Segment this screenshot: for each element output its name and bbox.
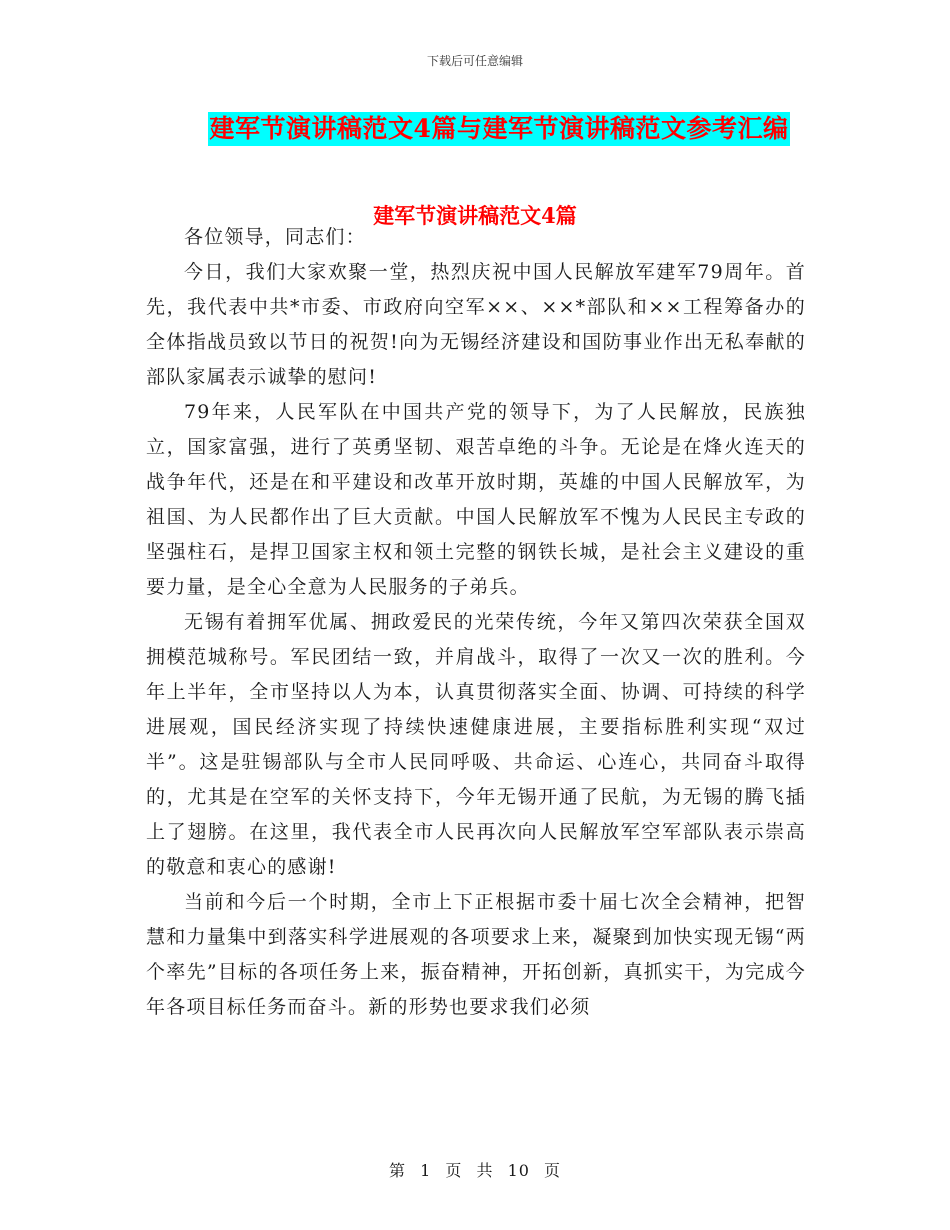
paragraph-3: 无锡有着拥军优属、拥政爱民的光荣传统，今年又第四次荣获全国双拥模范城称号。军民团结一致，并肩战斗，取得了一次又一次的胜利。今年上半年，全市坚持以人为本，认真贯彻落实全面、协调、可持续的科学进展观，国民经济实现了持续快速健康进展，主要指标胜利实现“双过半”。这是驻锡部队与全市人民同呼吸、共命运、心连心，共同奋斗取得的，尤其是在空军的关怀支持下，今年无锡开通了民航，为无锡的腾飞插上了翅膀。在这里，我代表全市人民再次向人民解放军空军部队表示崇高的敬意和衷心的感谢!	[146, 611, 806, 878]
body-text	[146, 220, 806, 1025]
sub-title: 建军节演讲稿范文4篇	[373, 203, 577, 228]
footer-page-number: 1	[420, 1161, 432, 1180]
footer-total-pages: 10	[507, 1161, 530, 1180]
paragraph-1: 今日，我们大家欢聚一堂，热烈庆祝中国人民解放军建军79周年。首先，我代表中共*市委、市政府向空军××、××*部队和××工程筹备办的全体指战员致以节日的祝贺!向为无锡经济建设和国防事业作出无私奉献的部队家属表示诚挚的慰问!	[146, 261, 806, 388]
footer-page-mid: 页	[445, 1161, 463, 1180]
footer-total-suffix: 页	[544, 1161, 562, 1180]
footer-page-prefix: 第	[388, 1161, 406, 1180]
greeting: 各位领导，同志们：	[184, 226, 366, 248]
main-title-wrap	[0, 112, 950, 146]
paragraph-2: 79年来，人民军队在中国共产党的领导下，为了人民解放，民族独立，国家富强，进行了英勇坚韧、艰苦卓绝的斗争。无论是在烽火连天的战争年代，还是在和平建设和改革开放时期，英雄的中国人民解放军，为祖国、为人民都作出了巨大贡献。中国人民解放军不愧为人民民主专政的坚强柱石，是捍卫国家主权和领土完整的钢铁长城，是社会主义建设的重要力量，是全心全意为人民服务的子弟兵。	[146, 401, 806, 598]
main-title: 建军节演讲稿范文4篇与建军节演讲稿范文参考汇编	[208, 112, 791, 146]
footer-total-prefix: 共	[476, 1161, 494, 1180]
header-note: 下载后可任意编辑	[426, 54, 523, 68]
page-footer	[0, 1158, 950, 1181]
paragraph-4: 当前和今后一个时期，全市上下正根据市委十届七次全会精神，把智慧和力量集中到落实科学进展观的各项要求上来，凝聚到加快实现无锡“两个率先”目标的各项任务上来，振奋精神，开拓创新，真抓实干，为完成今年各项目标任务而奋斗。新的形势也要求我们必须	[146, 891, 806, 1018]
